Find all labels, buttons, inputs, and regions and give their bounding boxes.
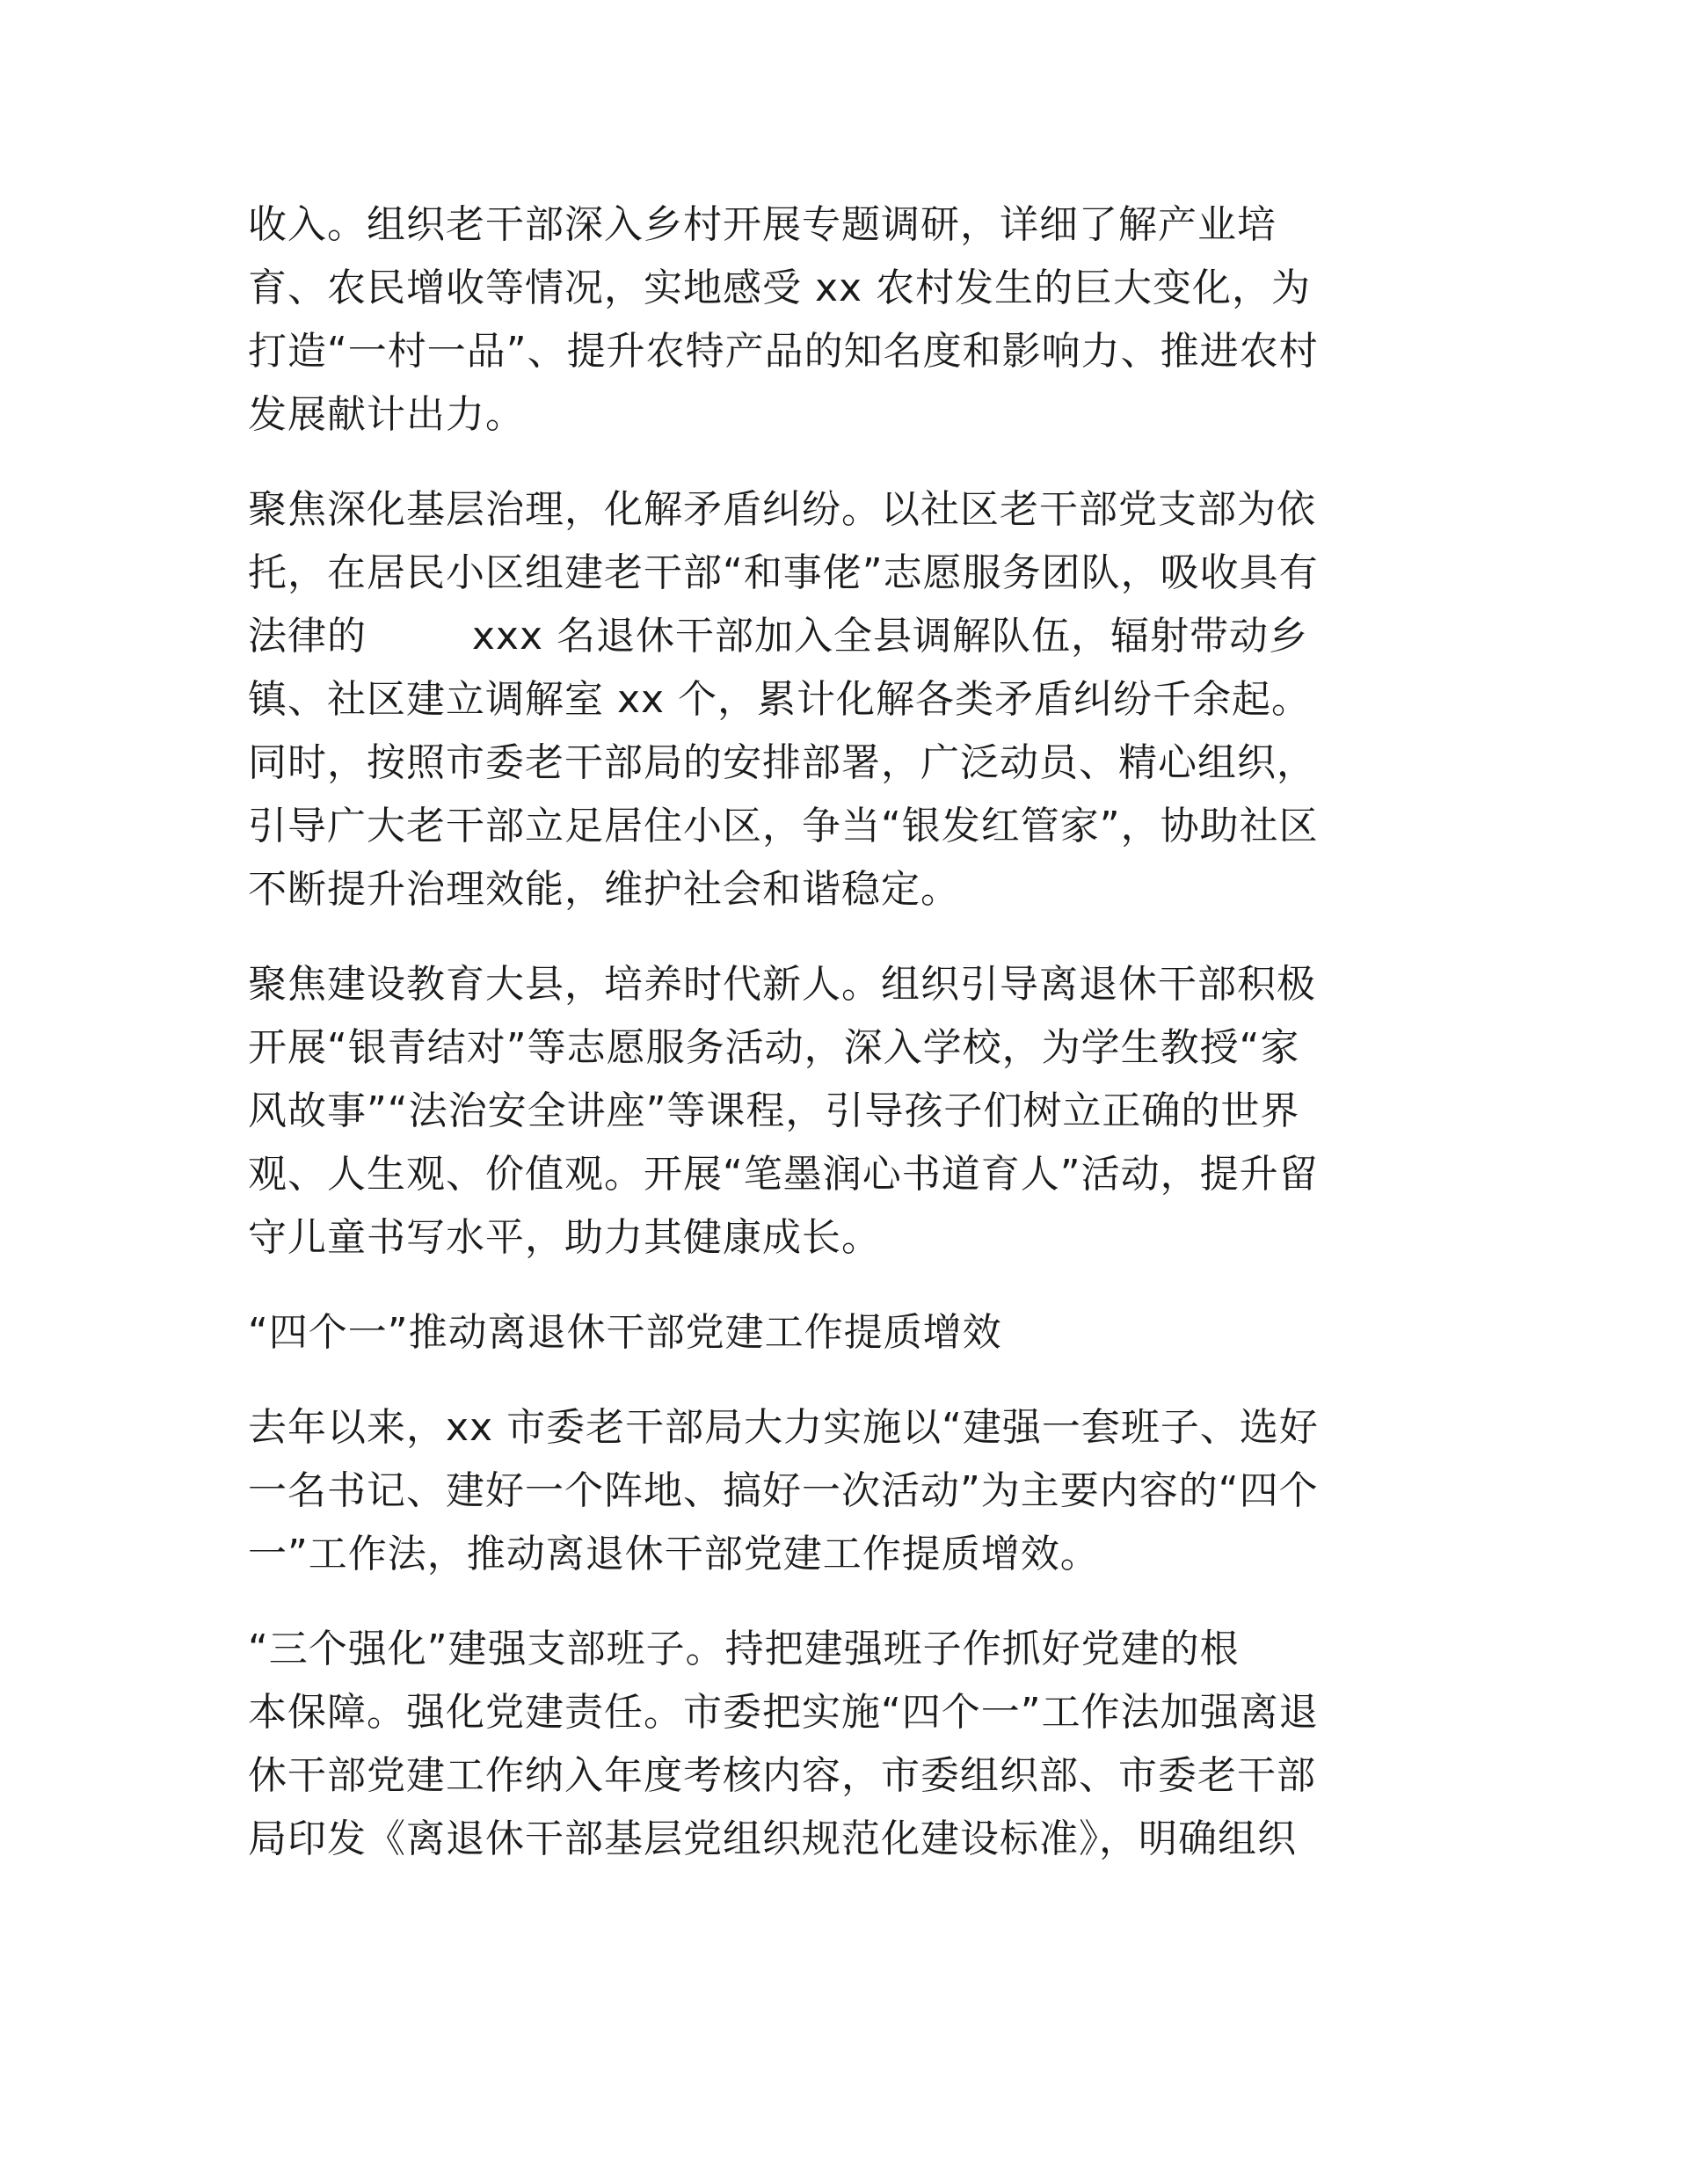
section-heading: [248, 1301, 1444, 1365]
text-line: 休干部党建工作纳入年度考核内容，市委组织部、市委老干部: [248, 1753, 1316, 1798]
text-line: 同时，按照市委老干部局的安排部署，广泛动员、精心组织，: [248, 740, 1316, 785]
text-line: 一名书记、建好一个阵地、搞好一次活动”为主要内容的“四个: [248, 1468, 1319, 1513]
text-line: 一”工作法，推动离退休干部党建工作提质增效。: [248, 1532, 1100, 1576]
text-line: 聚焦建设教育大县，培养时代新人。组织引导离退休干部积极: [248, 962, 1316, 1007]
paragraph-three-strengthenings: [248, 1618, 1444, 1871]
text-line: 托，在居民小区组建老干部“和事佬”志愿服务团队，吸收具有: [248, 550, 1319, 595]
text-line: 发展献计出力。: [248, 392, 525, 437]
text-line: 守儿童书写水平，助力其健康成长。: [248, 1215, 881, 1260]
text-line: 观、人生观、价值观。开展“笔墨润心书道育人”活动，提升留: [248, 1152, 1319, 1197]
paragraph-education: [248, 953, 1444, 1270]
paragraph-rural-research: [248, 193, 1444, 447]
text-line: 镇、社区建立调解室 xx 个，累计化解各类矛盾纠纷千余起。: [248, 677, 1312, 722]
text-line: 法律的 xxx 名退休干部加入全县调解队伍，辐射带动乡: [248, 614, 1308, 659]
text-line: 开展“银青结对”等志愿服务活动，深入学校，为学生教授“家: [248, 1025, 1300, 1070]
text-line: 育、农民增收等情况，实地感受 xx 农村发生的巨大变化，为: [248, 266, 1312, 310]
text-line: 打造“一村一品”、提升农特产品的知名度和影响力、推进农村: [248, 329, 1319, 374]
text-line: 去年以来，xx 市委老干部局大力实施以“建强一套班子、选好: [248, 1405, 1319, 1450]
text-line: 局印发《离退休干部基层党组织规范化建设标准》，明确组织: [248, 1816, 1297, 1861]
document-page: [248, 193, 1444, 1871]
text-line: 风故事”“法治安全讲座”等课程，引导孩子们树立正确的世界: [248, 1088, 1300, 1133]
paragraph-intro-four-ones: [248, 1396, 1444, 1586]
text-line: “三个强化”建强支部班子。持把建强班子作抓好党建的根: [248, 1627, 1240, 1671]
paragraph-grassroots-governance: [248, 478, 1444, 921]
text-line: 本保障。强化党建责任。市委把实施“四个一”工作法加强离退: [248, 1690, 1319, 1735]
text-line: 不断提升治理效能，维护社会和谐稳定。: [248, 867, 960, 912]
text-line: 聚焦深化基层治理，化解矛盾纠纷。以社区老干部党支部为依: [248, 487, 1316, 532]
text-line: 引导广大老干部立足居住小区，争当“银发红管家”，协助社区: [248, 804, 1319, 848]
text-line: 收入。组织老干部深入乡村开展专题调研，详细了解产业培: [248, 202, 1277, 247]
heading-line: “四个一”推动离退休干部党建工作提质增效: [248, 1310, 1002, 1355]
